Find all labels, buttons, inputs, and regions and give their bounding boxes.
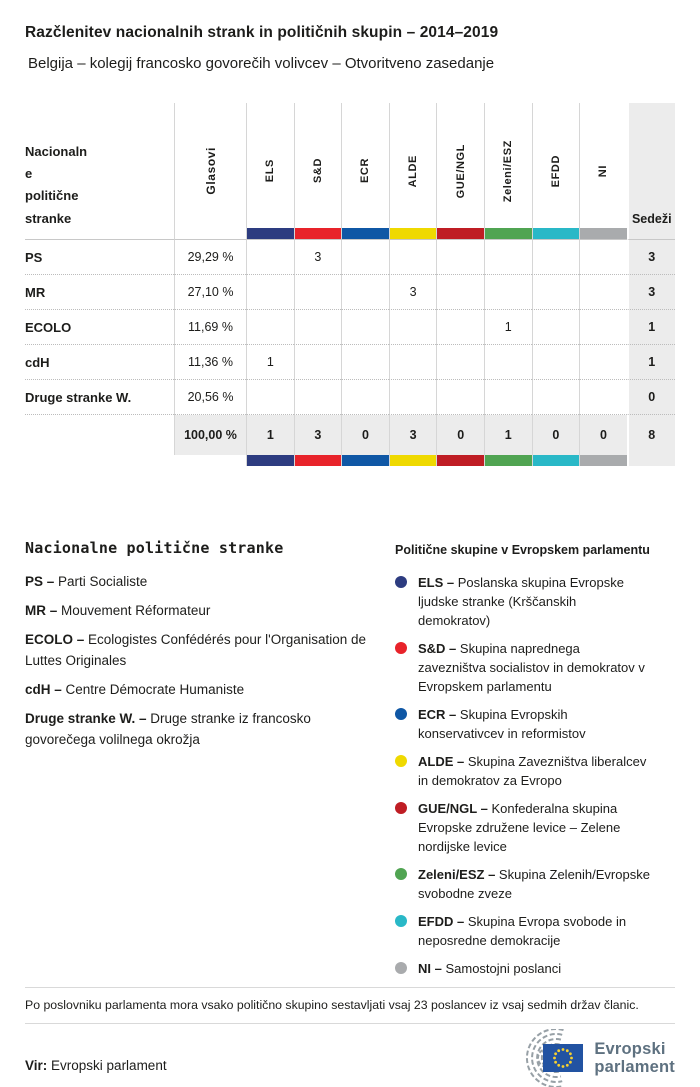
- group-column-header-NI: NI: [579, 103, 627, 240]
- group-seats-cell: [532, 275, 580, 310]
- source-label: Vir:: [25, 1058, 48, 1073]
- total-group-seats-cell: 0: [436, 415, 484, 455]
- votes-cell: 27,10 %: [174, 275, 246, 310]
- group-legend-item: [395, 865, 675, 903]
- group-seats-cell: [484, 345, 532, 380]
- group-seats-cell: [341, 345, 389, 380]
- band-row-spacer: [174, 455, 246, 466]
- group-seats-cell: [579, 310, 627, 345]
- seats-cell: 3: [627, 240, 675, 275]
- votes-column-header: Glasovi: [174, 103, 246, 240]
- total-color-band-S&D: [294, 455, 342, 466]
- total-group-seats-cell: 1: [484, 415, 532, 455]
- seats-column-header: Sedeži: [627, 103, 675, 240]
- group-column-header-ELS: ELS: [246, 103, 294, 240]
- logo-wordmark: [594, 1040, 675, 1077]
- political-groups-legend-items: [395, 573, 675, 978]
- group-seats-cell: [246, 275, 294, 310]
- group-seats-cell: [294, 380, 342, 415]
- group-seats-cell: [341, 310, 389, 345]
- source-line: [25, 1058, 167, 1073]
- group-seats-cell: 1: [246, 345, 294, 380]
- group-seats-cell: [389, 345, 437, 380]
- total-color-band-GUE/NGL: [436, 455, 484, 466]
- group-color-band: [390, 228, 437, 239]
- total-color-band-ALDE: [389, 455, 437, 466]
- total-group-seats-cell: 3: [389, 415, 437, 455]
- group-color-dot-icon: [395, 755, 407, 767]
- group-legend-item: [395, 959, 675, 978]
- group-seats-cell: [389, 380, 437, 415]
- group-color-band: [247, 228, 294, 239]
- group-seats-cell: [579, 345, 627, 380]
- infographic-page: [0, 24, 700, 1087]
- table-corner-header: Nacionalne politične stranke: [25, 103, 174, 240]
- group-legend-item: [395, 912, 675, 950]
- group-seats-cell: [436, 240, 484, 275]
- group-color-dot-icon: [395, 915, 407, 927]
- total-seats-cell: 8: [627, 415, 675, 455]
- group-legend-item: [395, 799, 675, 856]
- european-parliament-logo: [494, 1029, 675, 1087]
- group-color-band: [342, 228, 389, 239]
- total-group-seats-cell: 0: [341, 415, 389, 455]
- group-color-dot-icon: [395, 576, 407, 588]
- group-seats-cell: [532, 380, 580, 415]
- group-seats-cell: [341, 240, 389, 275]
- group-seats-cell: [532, 310, 580, 345]
- group-color-band: [295, 228, 342, 239]
- party-legend-item: PS – Parti Socialiste: [25, 574, 148, 589]
- group-legend-item: [395, 752, 675, 790]
- group-seats-cell: [389, 310, 437, 345]
- group-seats-cell: 3: [294, 240, 342, 275]
- group-seats-cell: [294, 275, 342, 310]
- group-color-dot-icon: [395, 708, 407, 720]
- group-legend-text: EFDD – Skupina Evropa svobode in neposredne demokracije: [418, 914, 627, 948]
- group-seats-cell: [294, 345, 342, 380]
- group-seats-cell: [246, 240, 294, 275]
- group-seats-cell: [484, 240, 532, 275]
- party-name-cell: ECOLO: [25, 310, 174, 345]
- group-seats-cell: [579, 380, 627, 415]
- group-seats-cell: [532, 240, 580, 275]
- group-seats-cell: [532, 345, 580, 380]
- logo-line-1: Evropski: [594, 1039, 666, 1058]
- group-seats-cell: [579, 240, 627, 275]
- group-column-header-ALDE: ALDE: [389, 103, 437, 240]
- party-legend-item: cdH – Centre Démocrate Humaniste: [25, 682, 245, 697]
- footnote: Po poslovniku parlamenta mora vsako politično skupino sestavljati vsaj 23 poslancev iz vsaj sedmih držav članic.: [25, 998, 639, 1012]
- total-color-band-NI: [579, 455, 627, 466]
- group-color-dot-icon: [395, 642, 407, 654]
- group-color-band: [533, 228, 580, 239]
- group-seats-cell: [341, 380, 389, 415]
- hemicycle-icon: [494, 1029, 586, 1087]
- group-legend-text: NI – Samostojni poslanci: [418, 961, 562, 976]
- group-legend-item: [395, 705, 675, 743]
- party-legend-item: Druge stranke W. – Druge stranke iz francosko govorečega volilnega okrožja: [25, 711, 311, 747]
- divider-top: [25, 987, 675, 988]
- group-seats-cell: 1: [484, 310, 532, 345]
- divider-bottom: [25, 1023, 675, 1024]
- group-color-band: [485, 228, 532, 239]
- group-legend-item: [395, 573, 675, 630]
- total-color-band-EFDD: [532, 455, 580, 466]
- votes-cell: 11,69 %: [174, 310, 246, 345]
- group-color-dot-icon: [395, 962, 407, 974]
- total-empty-cell: [25, 415, 174, 455]
- group-column-header-Zeleni/ESZ: Zeleni/ESZ: [484, 103, 532, 240]
- legend-section: [25, 539, 675, 987]
- seats-cell: 1: [627, 345, 675, 380]
- group-seats-cell: [341, 275, 389, 310]
- page-subtitle: Belgija – kolegij francosko govorečih volivcev – Otvoritveno zasedanje: [28, 55, 495, 72]
- votes-cell: 29,29 %: [174, 240, 246, 275]
- group-column-header-GUE/NGL: GUE/NGL: [436, 103, 484, 240]
- political-groups-legend: [395, 539, 675, 987]
- footer: [25, 1029, 675, 1087]
- party-name-cell: cdH: [25, 345, 174, 380]
- seats-cell: 0: [627, 380, 675, 415]
- group-seats-cell: [436, 310, 484, 345]
- group-seats-cell: [436, 380, 484, 415]
- group-legend-text: GUE/NGL – Konfederalna skupina Evropske združene levice – Zelene nordijske levice: [418, 801, 621, 854]
- group-legend-text: ECR – Skupina Evropskih konservativcev in reformistov: [418, 707, 586, 741]
- national-parties-legend-items: [25, 571, 375, 750]
- total-group-seats-cell: 1: [246, 415, 294, 455]
- party-name-cell: MR: [25, 275, 174, 310]
- seats-cell: 3: [627, 275, 675, 310]
- total-color-band-Zeleni/ESZ: [484, 455, 532, 466]
- group-legend-text: ALDE – Skupina Zavezništva liberalcev in demokratov za Evropo: [418, 754, 647, 788]
- group-seats-cell: [389, 240, 437, 275]
- logo-line-2: parlament: [594, 1058, 675, 1076]
- votes-cell: 11,36 %: [174, 345, 246, 380]
- group-seats-cell: [436, 345, 484, 380]
- source-text: Evropski parlament: [51, 1058, 167, 1073]
- group-seats-cell: [246, 380, 294, 415]
- group-legend-text: S&D – Skupina naprednega zavezništva socialistov in demokratov v Evropskem parlamentu: [418, 641, 645, 694]
- group-seats-cell: [246, 310, 294, 345]
- group-seats-cell: [436, 275, 484, 310]
- group-column-header-S&D: S&D: [294, 103, 342, 240]
- party-legend-item: ECOLO – Ecologistes Confédérés pour l'Organisation de Luttes Originales: [25, 632, 367, 668]
- national-parties-legend-heading: Nacionalne politične stranke: [25, 539, 284, 557]
- results-table: [25, 103, 675, 466]
- group-seats-cell: [579, 275, 627, 310]
- total-color-band-ELS: [246, 455, 294, 466]
- party-name-cell: Druge stranke W.: [25, 380, 174, 415]
- group-seats-cell: [484, 380, 532, 415]
- group-column-header-EFDD: EFDD: [532, 103, 580, 240]
- group-color-band: [437, 228, 484, 239]
- total-color-band-ECR: [341, 455, 389, 466]
- political-groups-legend-heading: Politične skupine v Evropskem parlamentu: [395, 543, 650, 557]
- party-legend-item: MR – Mouvement Réformateur: [25, 603, 211, 618]
- group-legend-item: [395, 639, 675, 696]
- band-row-seats-spacer: [627, 455, 675, 466]
- group-color-band: [580, 228, 627, 239]
- total-group-seats-cell: 3: [294, 415, 342, 455]
- national-parties-legend: [25, 539, 375, 758]
- group-seats-cell: 3: [389, 275, 437, 310]
- seats-cell: 1: [627, 310, 675, 345]
- votes-cell: 20,56 %: [174, 380, 246, 415]
- page-title: Razčlenitev nacionalnih strank in političnih skupin – 2014–2019: [25, 24, 499, 41]
- group-seats-cell: [294, 310, 342, 345]
- party-name-cell: PS: [25, 240, 174, 275]
- total-group-seats-cell: 0: [579, 415, 627, 455]
- group-column-header-ECR: ECR: [341, 103, 389, 240]
- group-color-dot-icon: [395, 868, 407, 880]
- total-group-seats-cell: 0: [532, 415, 580, 455]
- group-legend-text: ELS – Poslanska skupina Evropske ljudske stranke (Krščanskih demokratov): [418, 575, 624, 628]
- band-row-spacer: [25, 455, 174, 466]
- group-color-dot-icon: [395, 802, 407, 814]
- total-votes-cell: 100,00 %: [174, 415, 246, 455]
- group-seats-cell: [484, 275, 532, 310]
- group-legend-text: Zeleni/ESZ – Skupina Zelenih/Evropske svobodne zveze: [418, 867, 650, 901]
